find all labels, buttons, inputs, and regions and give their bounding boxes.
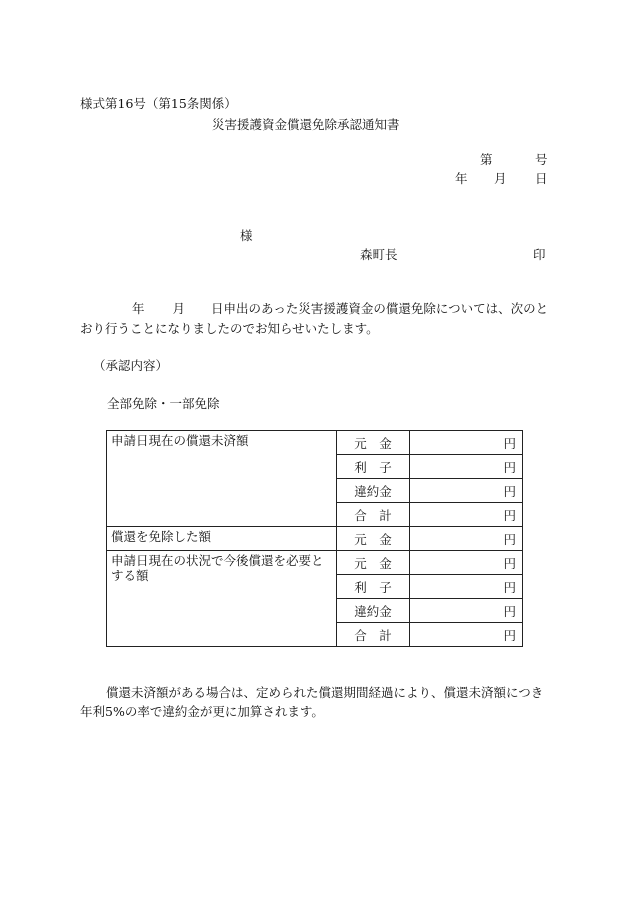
footnote [80,683,555,721]
number-suffix: 号 [535,152,548,167]
table-row [107,527,523,551]
item-cell: 元 金 [337,527,410,551]
body-year-label: 年 [132,301,145,316]
amount-cell: 円 [410,551,523,575]
addressee-honorific: 様 [240,228,253,243]
table-row [107,431,523,455]
amount-cell: 円 [410,527,523,551]
number-prefix: 第 [480,152,493,167]
item-cell: 違約金 [337,479,410,503]
category-cell: 償還を免除した額 [107,527,337,551]
issuer-name: 森町長 [360,247,398,262]
amount-cell: 円 [410,479,523,503]
form-number: 様式第16号（第15条関係） [80,96,237,111]
footnote-text: 償還未済額がある場合は、定められた償還期間経過により、償還未済額につき年利5%の率で違約金が更に加算されます。 [80,685,544,719]
approval-details-table [106,430,523,647]
body-month-label: 月 [172,301,186,316]
exemption-type: 全部免除・一部免除 [107,396,220,411]
amount-cell: 円 [410,431,523,455]
amount-cell: 円 [410,599,523,623]
date-year-label: 年 [455,171,468,186]
body-paragraph [80,299,555,339]
category-cell: 申請日現在の状況で今後償還を必要とする額 [107,551,337,647]
item-cell: 違約金 [337,599,410,623]
seal-mark: 印 [533,247,546,262]
item-cell: 利 子 [337,455,410,479]
item-cell: 元 金 [337,551,410,575]
date-month-label: 月 [494,171,507,186]
amount-cell: 円 [410,503,523,527]
item-cell: 合 計 [337,503,410,527]
item-cell: 利 子 [337,575,410,599]
table-row [107,551,523,575]
category-cell: 申請日現在の償還未済額 [107,431,337,527]
item-cell: 元 金 [337,431,410,455]
amount-cell: 円 [410,455,523,479]
document-title: 災害援護資金償還免除承認通知書 [212,117,400,132]
body-text: 日申出のあった災害援護資金の償還免除については、次のとおり行うことになりましたのでお知らせいたします。 [80,301,549,336]
section-label: （承認内容） [93,358,169,373]
date-day-label: 日 [535,171,548,186]
amount-cell: 円 [410,575,523,599]
item-cell: 合 計 [337,623,410,647]
amount-cell: 円 [410,623,523,647]
